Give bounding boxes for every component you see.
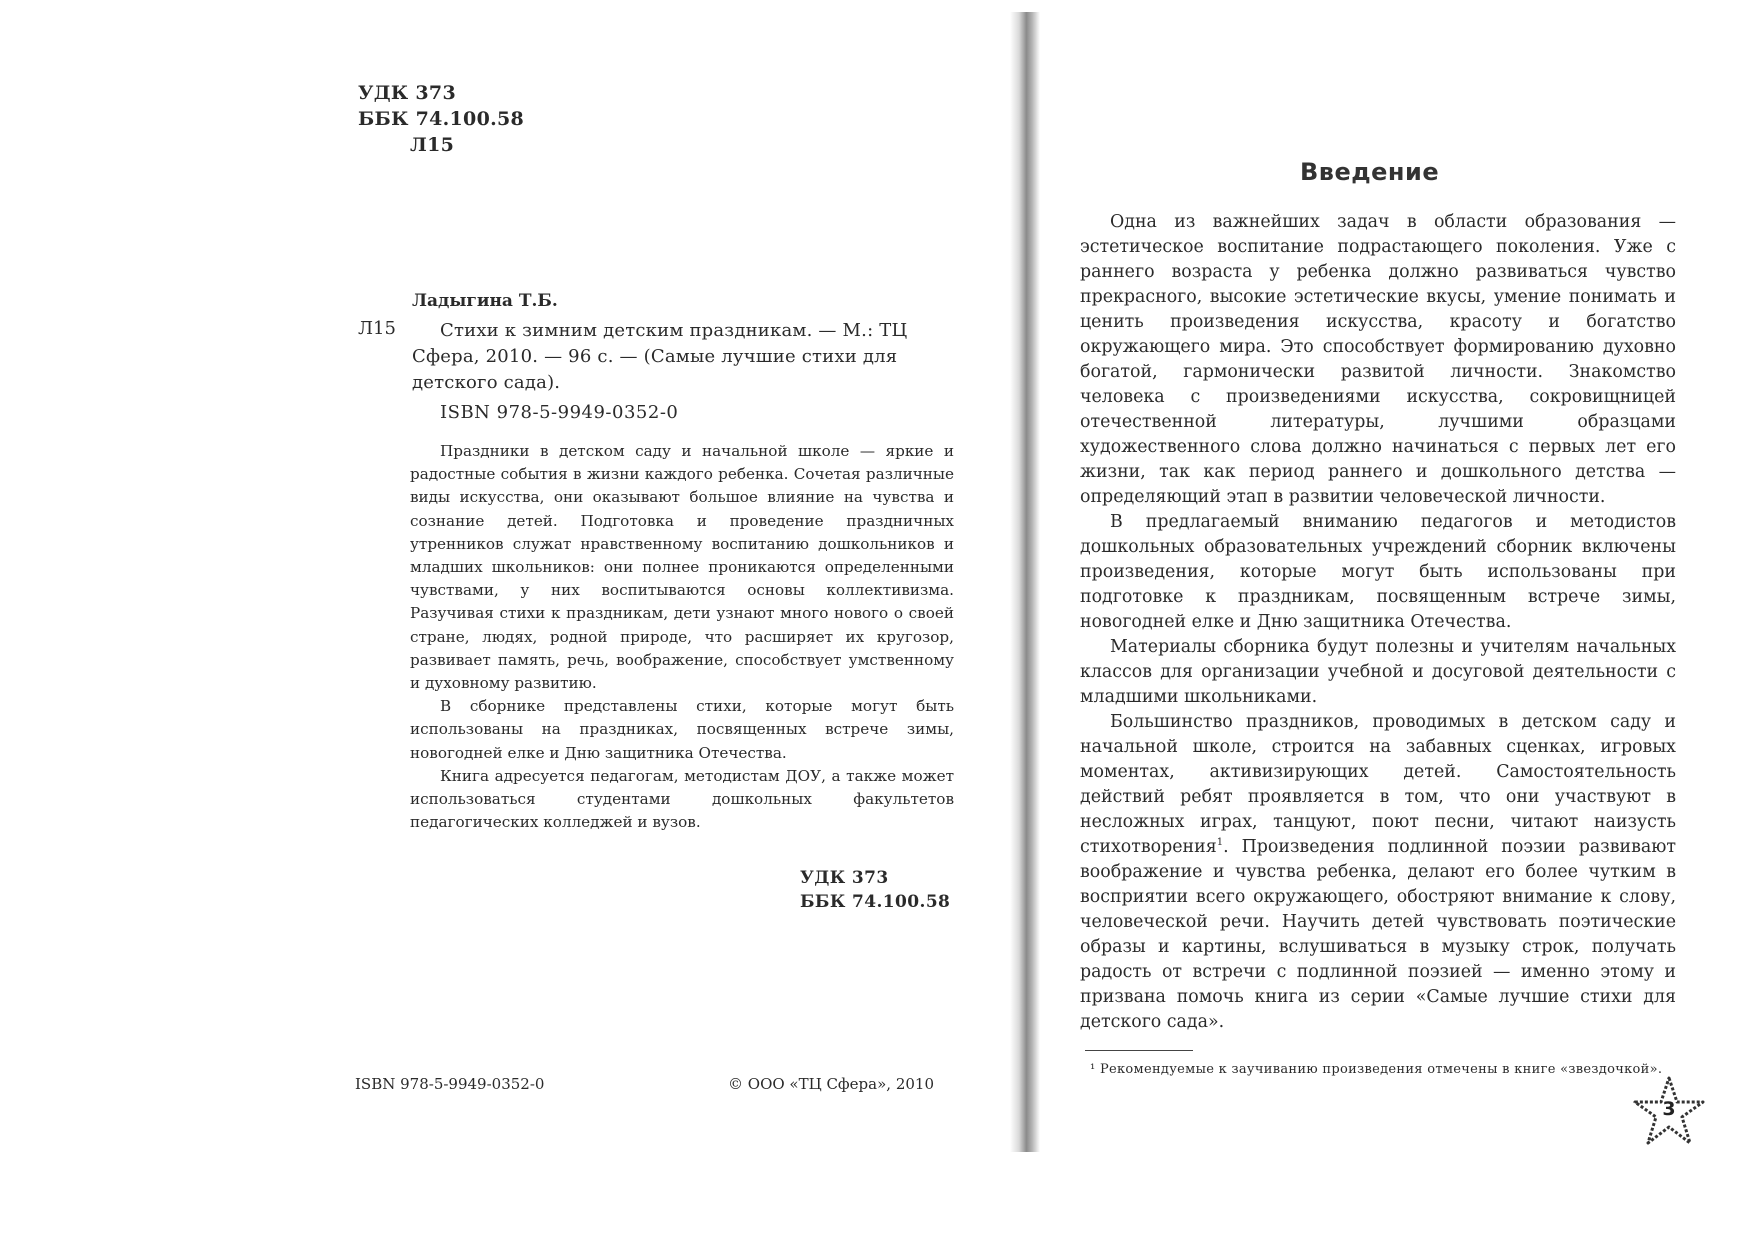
footnote-marker: 1 [1216,837,1224,849]
library-code-line: Л15 [410,134,455,156]
intro-paragraph [1080,710,1676,1035]
annotation-paragraph: Праздники в детском саду и начальной школе — яркие и радостные события в жизни каждого ребенка. Сочетая различные виды искусства, они оказывают большое влияние на чувства и сознание детей. Подготовка и проведение праздничных утренников служат нравственному воспитанию дошкольников и младших школьников: они полнее проникаются определенными чувствами, у них воспитываются основы коллективизма. Разучивая стихи к праздникам, дети узнают много нового о своей стране, людях, родной природе, что расширяет их кругозор, развивает память, речь, воображение, способствует умственному и духовному развитию. [410,442,954,693]
udk-block-top [358,80,524,158]
annotation-paragraph: Книга адресуется педагогам, методистам ДОУ, а также может использоваться студентами дошкольных факультетов педагогических колледжей и вузов. [410,766,954,832]
intro-paragraph: В предлагаемый вниманию педагогов и методистов дошкольных образовательных учреждений сборник включены произведения, которые могут быть использованы при подготовке к праздникам, посвященным встрече зимы, новогодней елке и Дню защитника Отечества. [1080,512,1676,632]
library-code: Л15 [358,318,396,339]
bibliographic-entry [412,318,952,396]
udk-block-bottom [800,866,950,914]
bbk-line: ББК 74.100.58 [800,892,951,912]
author-name: Ладыгина Т.Б. [412,291,558,311]
isbn-footer: ISBN 978-5-9949-0352-0 [355,1075,545,1093]
intro-paragraph-part: Большинство праздников, проводимых в детском саду и начальной школе, строится на забавных сценках, игровых моментах, активизирующих детей. Самостоятельность действий ребят проявляется в том, что они участвуют в несложных играх, танцуют, поют песни, читают наизусть стихотворения [1080,712,1676,857]
annotation-paragraph: В сборнике представлены стихи, которые могут быть использованы на праздниках, посвященных встрече зимы, новогодней елке и Дню защитника Отечества. [410,697,954,762]
copyright: © ООО «ТЦ Сфера», 2010 [728,1075,934,1093]
book-spine-shadow [1010,12,1040,1152]
bibliographic-text: Стихи к зимним детским праздникам. — М.: ТЦ Сфера, 2010. — 96 с. — (Самые лучшие стихи для детского сада). [412,320,908,393]
page-number: 3 [1662,1098,1676,1120]
page-title: Введение [1300,158,1440,186]
annotation [410,440,954,834]
intro-paragraph: Материалы сборника будут полезны и учителям начальных классов для организации учебной и досуговой деятельности с младшими школьниками. [1080,637,1676,707]
introduction-text [1080,210,1676,1035]
footnote: ¹ Рекомендуемые к заучиванию произведения отмечены в книге «звездочкой». [1090,1062,1663,1077]
intro-paragraph: Одна из важнейших задач в области образования — эстетическое воспитание подрастающего поколения. Уже с раннего возраста у ребенка должно развиваться чувство прекрасного, высокие эстетические вкусы, умение понимать и ценить произведения искусства, красоту и богатство окружающего мира. Это способствует формированию духовно богатой, гармонически развитой личности. Знакомство человека с произведениями искусства, сокровищницей отечественной литературы, лучшими образцами художественного слова должно начинаться с первых лет его жизни, так как период раннего и дошкольного детства — определяющий этап в развитии человеческой личности. [1080,212,1676,507]
bbk-line: ББК 74.100.58 [358,108,525,130]
isbn: ISBN 978-5-9949-0352-0 [440,402,679,423]
udk-line: УДК 373 [358,82,456,104]
udk-line: УДК 373 [800,868,889,888]
intro-paragraph-part: . Произведения подлинной поэзии развивают воображение и чувства ребенка, делают его более чутким в восприятии всего окружающего, обостряют внимание к слову, человеческой речи. Научить детей чувствовать поэтические образы и картины, вслушиваться в музыку строк, получать радость от встречи с подлинной поэзией — именно этому и призвана помочь книга из серии «Самые лучшие стихи для детского сада». [1080,837,1676,1032]
page-number-star [1632,1075,1706,1149]
footnote-rule [1085,1050,1193,1051]
